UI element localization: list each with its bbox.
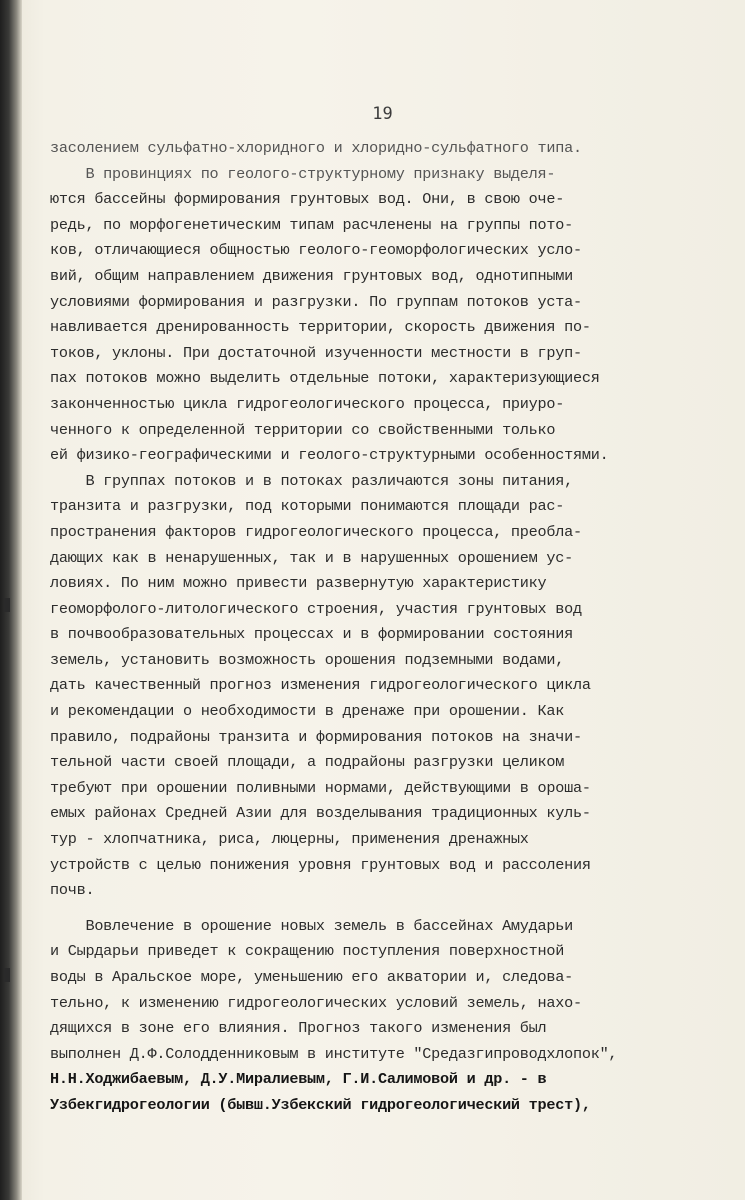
text-line: ков, отличающиеся общностью геолого-геоморфологических усло- (50, 241, 582, 260)
text-line: засолением сульфатно-хлоридного и хлоридно-сульфатного типа. (50, 139, 582, 157)
text-line: вий, общим направлением движения грунтовых вод, однотипными (50, 266, 573, 285)
text-line: навливается дренированность территории, скорость движения по- (50, 318, 591, 337)
text-line: законченностью цикла гидрогеологического процесса, приуро- (50, 394, 565, 413)
text-line: в почвообразовательных процессах и в формировании состояния (50, 625, 573, 644)
text-line: правило, подрайоны транзита и формирования потоков на значи- (50, 727, 582, 746)
text-line: почв. (50, 881, 95, 900)
text-line: В группах потоков и в потоках различаются зоны питания, (50, 471, 573, 490)
text-line: транзита и разгрузки, под которыми понимаются площади рас- (50, 497, 565, 516)
text-line: геоморфолого-литологического строения, участия грунтовых вод (50, 599, 582, 618)
text-line: редь, по морфогенетическим типам расчленены на группы пото- (50, 215, 573, 234)
text-line: токов, уклоны. При достаточной изученности местности в груп- (50, 343, 582, 362)
text-line: условиями формирования и разгрузки. По группам потоков уста- (50, 292, 582, 311)
text-line: тельной части своей площади, а подрайоны разгрузки целиком (50, 753, 565, 772)
text-line: ются бассейны формирования грунтовых вод. Они, в свою оче- (50, 190, 565, 209)
text-line: устройств с целью понижения уровня грунтовых вод и рассоления (50, 855, 591, 874)
margin-mark (4, 968, 10, 982)
text-line: дать качественный прогноз изменения гидрогеологического цикла (50, 676, 591, 695)
text-line: пространения факторов гидрогеологического процесса, преобла- (50, 522, 582, 541)
document-body (50, 136, 722, 1119)
text-line: и рекомендации о необходимости в дренаже при орошении. Как (50, 702, 565, 721)
paragraph-gap (50, 904, 722, 914)
text-line: дящихся в зоне его влияния. Прогноз такого изменения был (50, 1019, 547, 1038)
text-line: дающих как в ненарушенных, так и в нарушенных орошением ус- (50, 548, 573, 567)
text-line: емых районах Средней Азии для возделывания традиционных куль- (50, 804, 591, 823)
page-number: 19 (372, 104, 393, 124)
text-line: и Сырдарьи приведет к сокращению поступления поверхностной (50, 942, 565, 961)
text-line: тельно, к изменению гидрогеологических условий земель, нахо- (50, 993, 582, 1012)
margin-mark (4, 598, 10, 612)
text-line: ей физико-географическими и геолого-структурными особенностями. (50, 446, 609, 465)
text-line: В провинциях по геолого-структурному признаку выделя- (50, 164, 556, 183)
text-line: земель, установить возможность орошения подземными водами, (50, 650, 565, 669)
text-line: тур - хлопчатника, риса, люцерны, применения дренажных (50, 830, 529, 849)
text-line: выполнен Д.Ф.Солодденниковым в институте "Средазгипроводхлопок", (50, 1044, 618, 1063)
text-line: пах потоков можно выделить отдельные потоки, характеризующиеся (50, 369, 600, 388)
text-line: ченного к определенной территории со свойственными только (50, 420, 556, 439)
text-line: требуют при орошении поливными нормами, действующими в ороша- (50, 778, 591, 797)
text-line: воды в Аральское море, уменьшению его акватории и, следова- (50, 968, 573, 986)
text-line: ловиях. По ним можно привести развернутую характеристику (50, 574, 547, 593)
text-line: Н.Н.Ходжибаевым, Д.У.Миралиевым, Г.И.Салимовой и др. - в (50, 1070, 547, 1089)
text-line: Вовлечение в орошение новых земель в бассейнах Амударьи (50, 916, 573, 935)
text-line: Узбекгидрогеологии (бывш.Узбекский гидрогеологический трест), (50, 1095, 591, 1114)
